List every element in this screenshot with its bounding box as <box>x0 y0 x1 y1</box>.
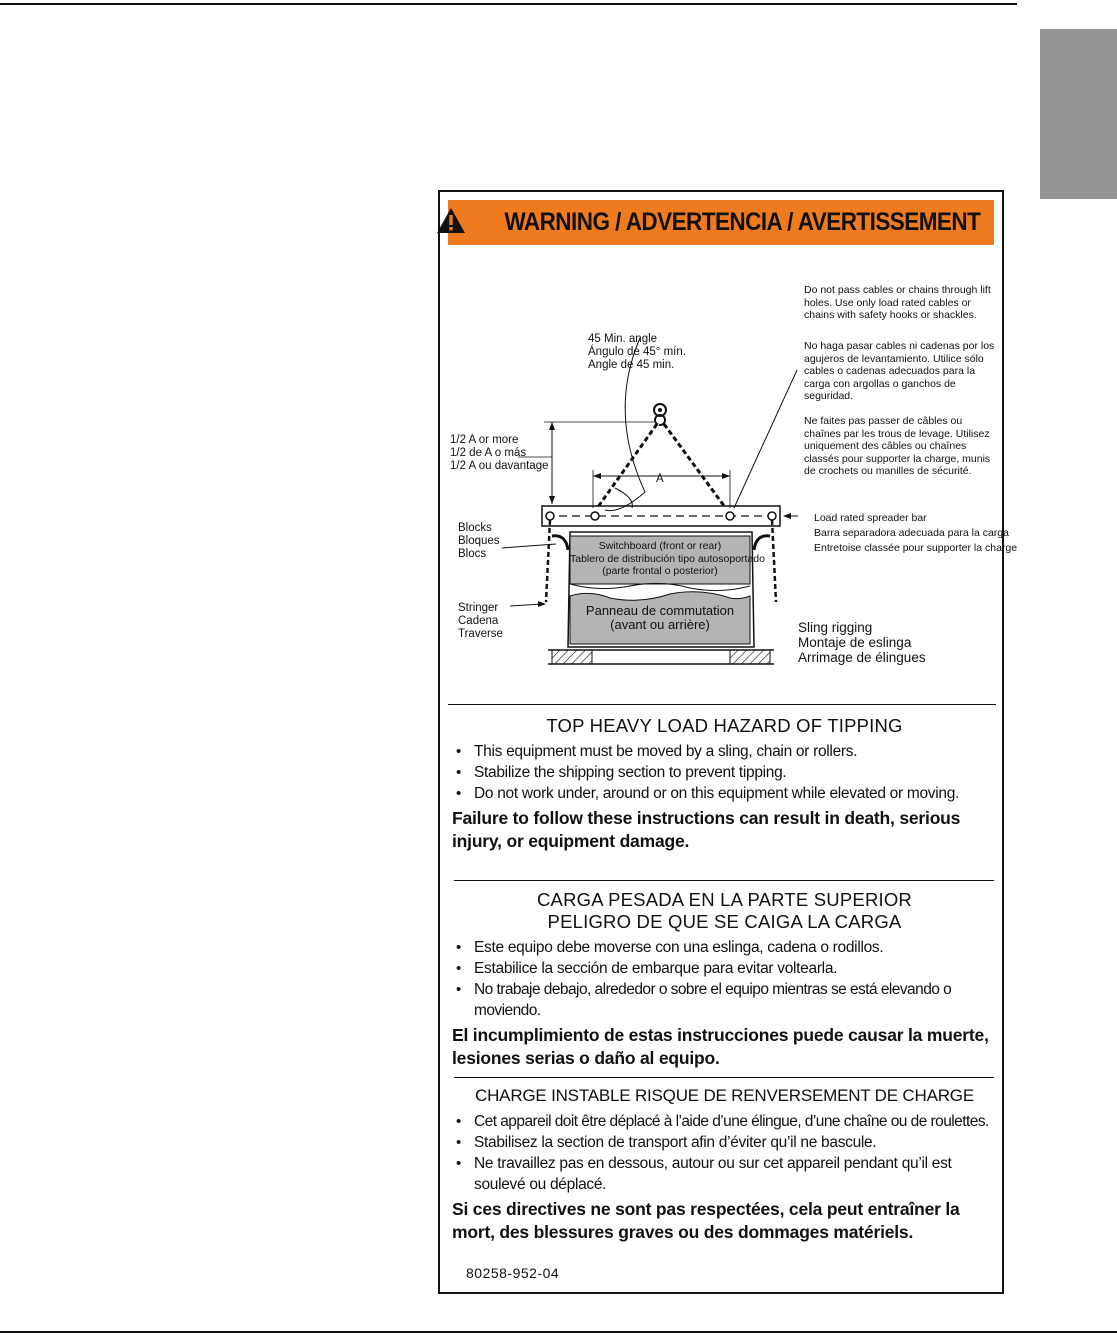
half-a-note: 1/2 A or more 1/2 de A o más 1/2 A ou davantage <box>450 434 549 472</box>
bullet-fr-2: • Stabilisez la section de transport afin d’éviter qu’il ne bascule. <box>452 1132 997 1153</box>
warning-triangle-icon <box>436 207 466 239</box>
panneau-label: Panneau de commutation (avant ou arrière) <box>585 603 735 632</box>
cable-note-en: Do not pass cables or chains through lift holes. Use only load rated cables or chains with safety hooks or shackles. <box>804 284 991 321</box>
section-spanish <box>452 889 997 1070</box>
failure-warning-es: El incumplimiento de estas instrucciones puede causar la muerte, lesiones serias o daño al equipo. <box>452 1025 989 1068</box>
failure-warning-fr: Si ces directives ne sont pas respectées, cela peut entraîner la mort, des blessures graves ou des dommages matériels. <box>452 1199 960 1242</box>
section-english <box>452 715 997 853</box>
cable-note-fr: Ne faites pas passer de câbles ou chaînes par les trous de levage. Utilisez uniquement des câbles ou chaînes classés pour supporter la charge, munis de crochets ou manilles de sécurité. <box>804 415 991 477</box>
cable-note-es: No haga pasar cables ni cadenas por los agujeros de levantamiento. Utilice sólo cables o cadenas adecuados para la carga con argollas o ganchos de seguridad. <box>804 340 995 402</box>
angle-note: 45 Min. angle Ángulo de 45° mín. Angle de 45 min. <box>588 333 686 371</box>
dimension-a-label: A <box>656 473 664 485</box>
sling-rigging-label: Sling rigging Montaje de eslinga Arrimage de élingues <box>798 620 926 665</box>
failure-warning-en: Failure to follow these instructions can result in death, serious injury, or equipment damage. <box>452 808 961 851</box>
switchboard-label: Switchboard (front or rear) Tablero de distribución tipo autosoportado (parte frontal o posterior) <box>570 540 765 577</box>
bullet-en-3: • Do not work under, around or on this equipment while elevated or moving. <box>452 783 997 804</box>
section-title-es-1: CARGA PESADA EN LA PARTE SUPERIOR <box>536 889 912 910</box>
sling-rigging-diagram <box>440 252 1018 702</box>
warning-label <box>438 190 1018 1294</box>
bullet-en-2: • Stabilize the shipping section to prevent tipping. <box>452 762 997 783</box>
section-tab <box>1040 29 1117 199</box>
bullet-es-3: • No trabaje debajo, alrededor o sobre el equipo mientras se está elevando o moviendo. <box>452 979 997 1021</box>
bullet-fr-1: • Cet appareil doit être déplacé à l’aide d’une élingue, d’une chaîne ou de roulettes. <box>452 1111 997 1132</box>
section-title-es-2: PELIGRO DE QUE SE CAIGA LA CARGA <box>547 911 902 932</box>
section-french <box>452 1085 997 1244</box>
divider-diagram <box>448 704 996 705</box>
bullet-fr-3: • Ne travaillez pas en dessous, autour ou sur cet appareil pendant qu’il est soulevé ou déplacé. <box>452 1153 997 1195</box>
section-title-en: TOP HEAVY LOAD HAZARD OF TIPPING <box>546 715 903 736</box>
section-title-fr: CHARGE INSTABLE RISQUE DE RENVERSEMENT DE CHARGE <box>475 1086 974 1105</box>
blocks-label: Blocks Bloques Blocs <box>458 522 500 560</box>
divider-en-es <box>454 880 994 881</box>
bullet-es-2: • Estabilice la sección de embarque para evitar voltearla. <box>452 958 997 979</box>
bullet-en-1: • This equipment must be moved by a sling, chain or rollers. <box>452 741 997 762</box>
stringer-label: Stringer Cadena Traverse <box>458 602 503 640</box>
bullet-es-1: • Este equipo debe moverse con una eslinga, cadena o rodillos. <box>452 937 997 958</box>
bottom-rule <box>0 1331 1117 1333</box>
divider-es-fr <box>454 1077 994 1078</box>
part-number: 80258-952-04 <box>466 1265 560 1281</box>
top-rule <box>0 3 1017 5</box>
spreader-bar-label: Load rated spreader bar Barra separadora adecuada para la carga Entretoise classée pour supporter la charge <box>814 512 1018 554</box>
banner-title: WARNING / ADVERTENCIA / AVERTISSEMENT <box>504 208 980 236</box>
warning-banner <box>448 200 994 245</box>
